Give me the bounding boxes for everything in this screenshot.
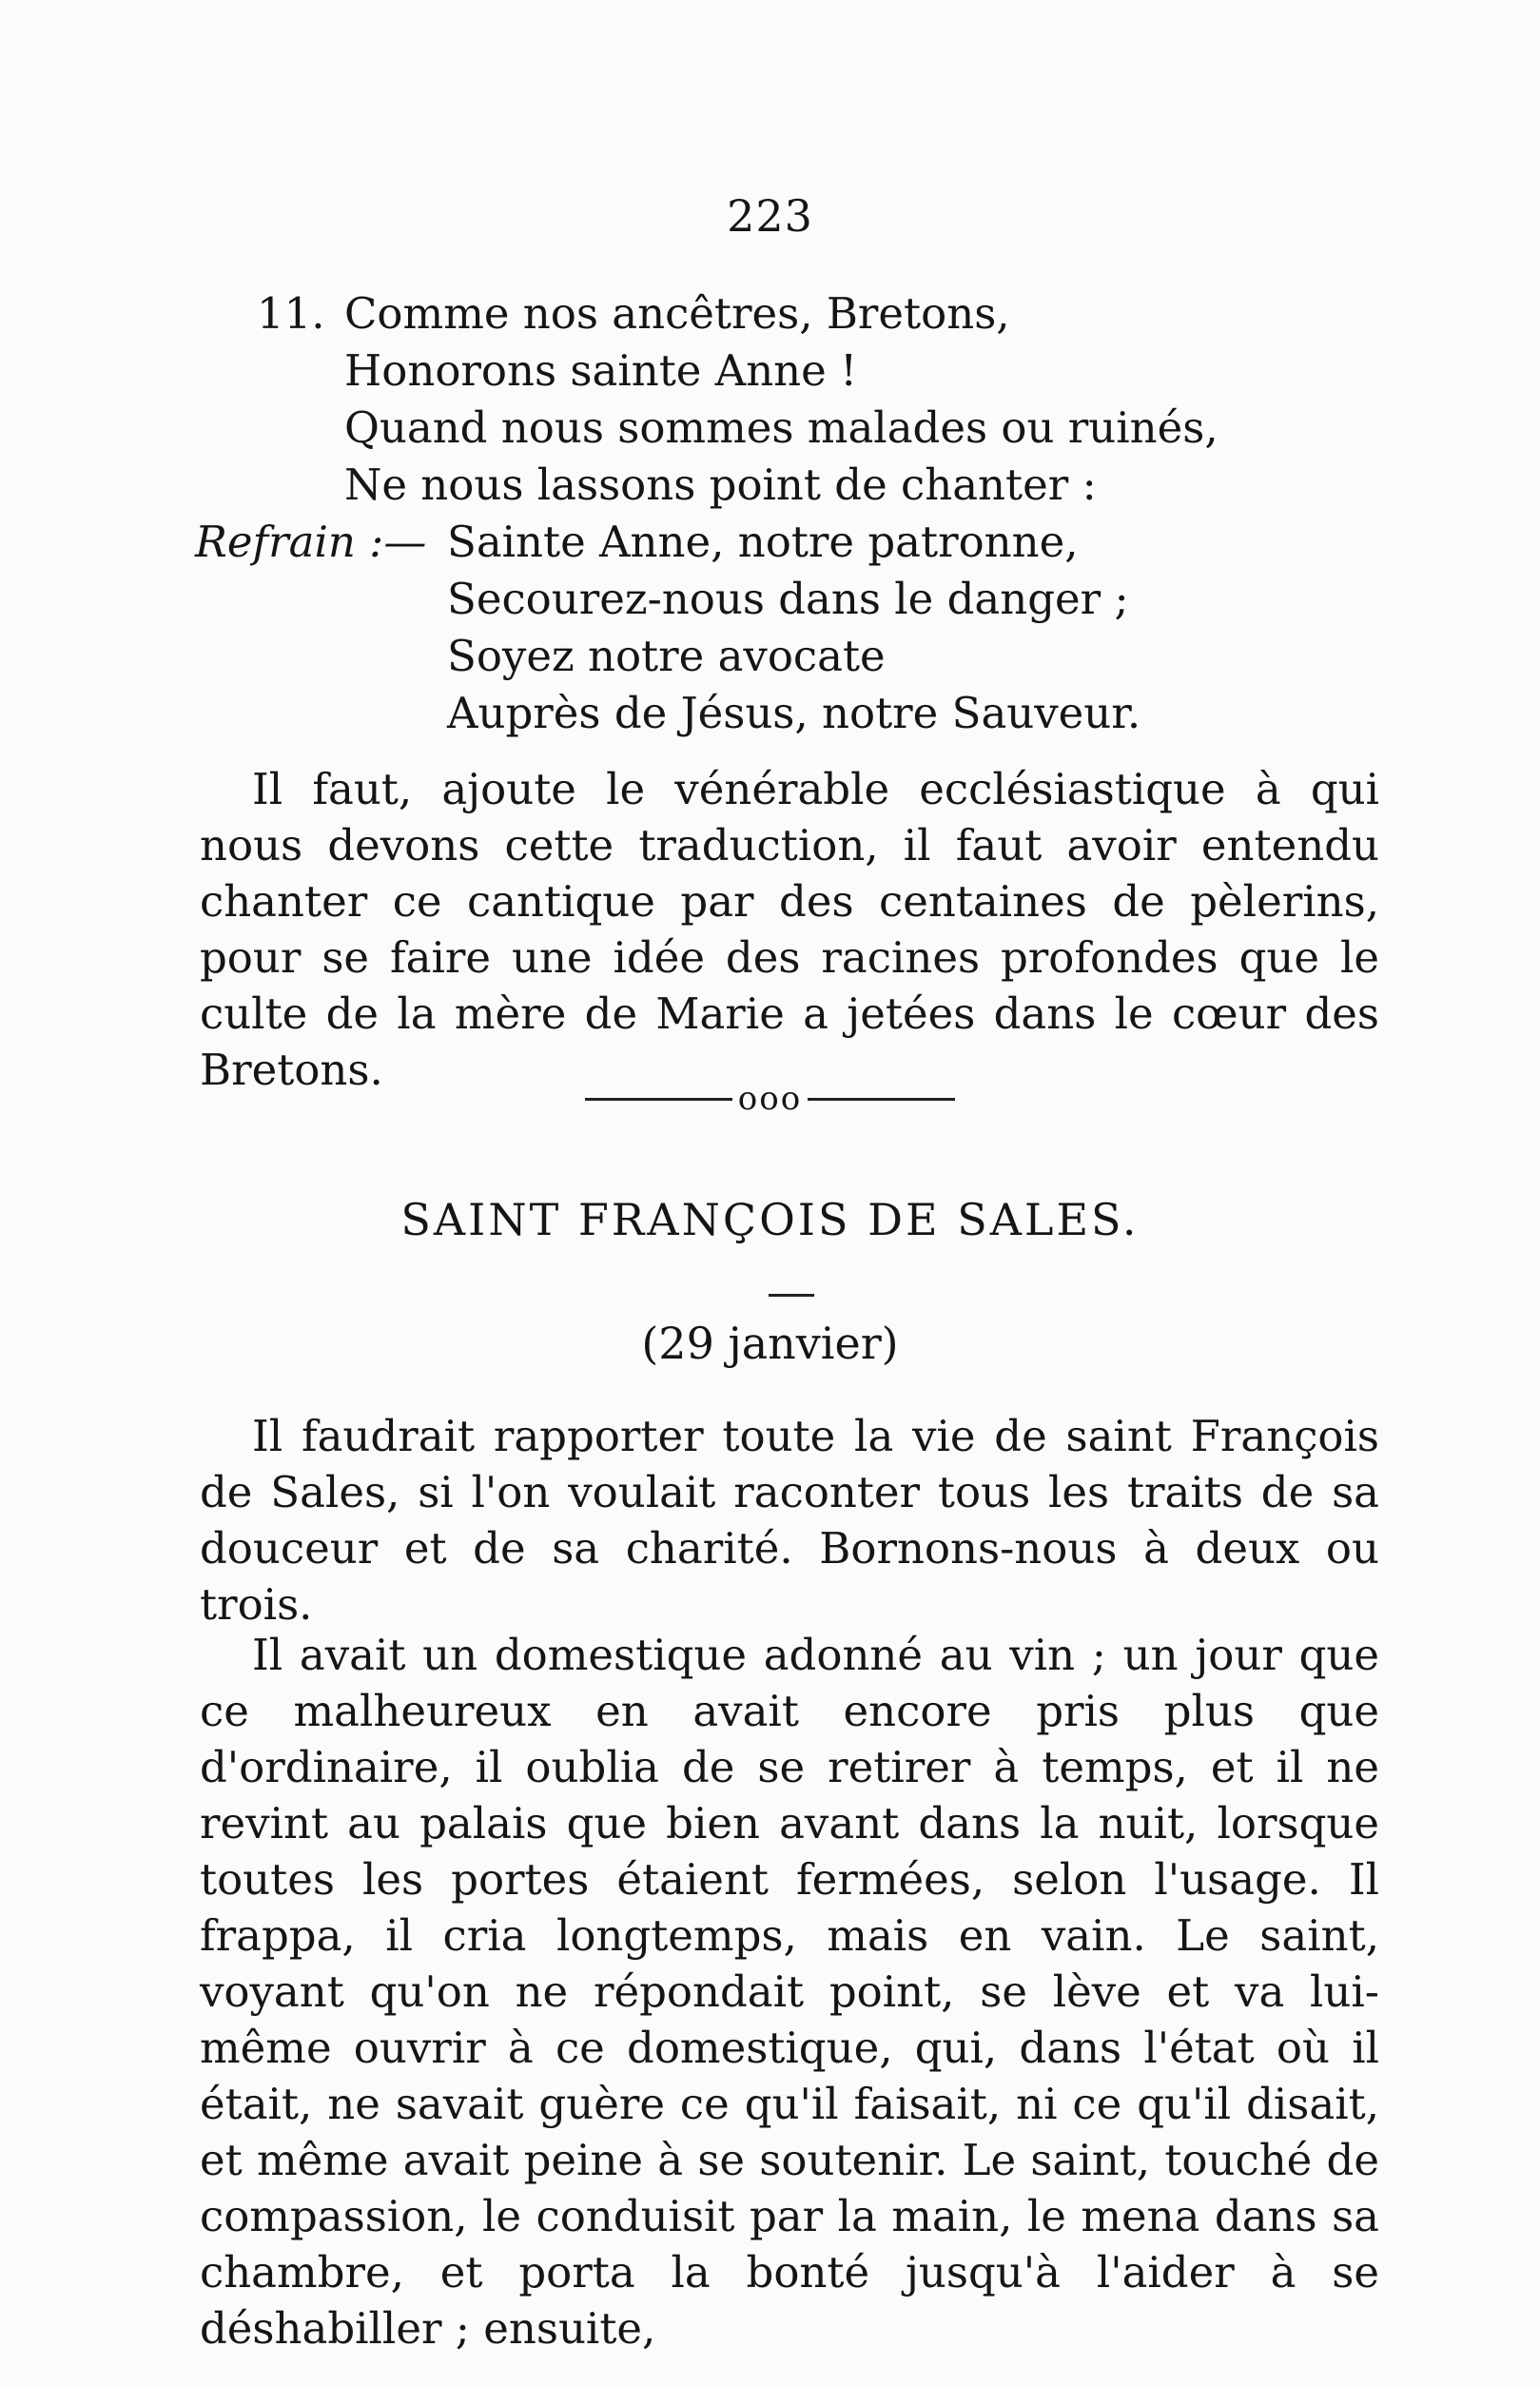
stanza [257, 285, 1398, 514]
page-number: 223 [727, 190, 813, 242]
stanza-line: Comme nos ancêtres, Bretons, [344, 288, 1010, 339]
divider-mark: ooo [737, 1080, 803, 1118]
section-title: SAINT FRANÇOIS DE SALES. [400, 1194, 1140, 1245]
stanza-line: Quand nous sommes malades ou ruinés, [344, 402, 1218, 453]
divider-rule [808, 1098, 955, 1101]
refrain-line: Sainte Anne, notre patronne, [447, 517, 1079, 567]
paragraph-text: Il faut, ajoute le vénérable ecclésiastique à qui nous devons cette traduction, il faut avoir entendu chanter ce cantique par des centaines de pèlerins, pour se faire une idée des racines profondes que le culte de la mère de Marie a jetées dans le cœur des Bretons. [200, 764, 1379, 1095]
section-divider [0, 1080, 1540, 1118]
title-dash [769, 1294, 814, 1297]
refrain-line: Soyez notre avocate [447, 631, 886, 681]
refrain [195, 514, 1384, 742]
refrain-line: Auprès de Jésus, notre Sauveur. [447, 688, 1141, 738]
refrain-label: Refrain :— [195, 517, 427, 567]
section-date: (29 janvier) [641, 1318, 899, 1369]
stanza-line: Honorons sainte Anne ! [344, 345, 858, 396]
paragraph-story [200, 1627, 1379, 2357]
paragraph-text: Il faudrait rapporter toute la vie de saint François de Sales, si l'on voulait raconter tous les traits de sa douceur et de sa charité. Bornons-nous à deux ou trois. [200, 1411, 1379, 1630]
refrain-line: Secourez-nous dans le danger ; [447, 574, 1129, 624]
divider-rule [585, 1098, 732, 1101]
stanza-line: Ne nous lassons point de chanter : [344, 460, 1097, 510]
paragraph-text: Il avait un domestique adonné au vin ; un jour que ce malheureux en avait encore pris plus que d'ordinaire, il oublia de se retirer à temps, et il ne revint au palais que bien avant dans la nuit, lorsque toutes les portes étaient fermées, selon l'usage. Il frappa, il cria longtemps, mais en vain. Le saint, voyant qu'on ne répondait point, se lève et va lui-même ouvrir à ce domestique, qui, dans l'état où il était, ne savait guère ce qu'il faisait, ni ce qu'il disait, et même avait peine à se soutenir. Le saint, touché de compassion, le conduisit par la main, le mena dans sa chambre, et porta la bonté jusqu'à l'aider à se déshabiller ; ensuite, [200, 1630, 1379, 2354]
paragraph-intro [200, 1408, 1379, 1633]
stanza-number: 11. [257, 288, 325, 339]
paragraph-cantique-note [200, 761, 1379, 1098]
